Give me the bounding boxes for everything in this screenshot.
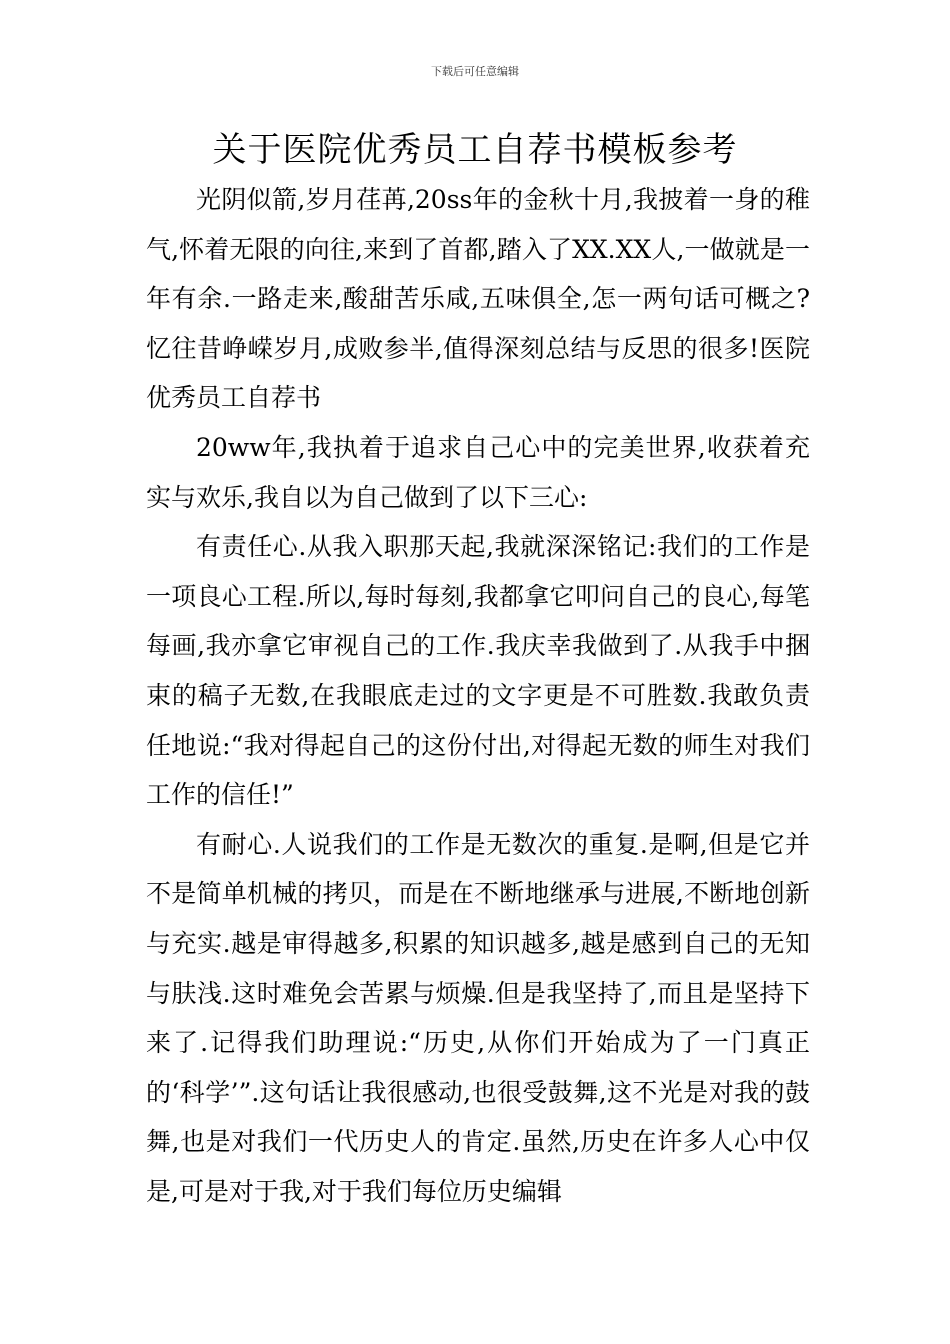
paragraph-2: 20ww年,我执着于追求自己心中的完美世界,收获着充实与欢乐,我自以为自己做到了以下三心: — [146, 432, 810, 512]
paragraph-4: 有耐心.人说我们的工作是无数次的重复.是啊,但是它并不是简单机械的拷贝，而是在不断地继承与进展,不断地创新与充实.越是审得越多,积累的知识越多,越是感到自己的无知与肤浅.这时难免会苦累与烦燥.但是我坚持了,而且是坚持下来了.记得我们助理说:“历史,从你们开始成为了一门真正的‘科学’”.这句话让我很感动,也很受鼓舞,这不光是对我的鼓舞,也是对我们一代历史人的肯定.虽然,历史在许多人心中仅是,可是对于我,对于我们每位历史编辑 — [146, 829, 810, 1206]
document-title: 关于医院优秀员工自荐书模板参考 — [212, 130, 738, 170]
paragraph-3: 有责任心.从我入职那天起,我就深深铭记:我们的工作是一项良心工程.所以,每时每刻,我都拿它叩问自己的良心,每笔每画,我亦拿它审视自己的工作.我庆幸我做到了.从我手中捆束的稿子无数,在我眼底走过的文字更是不可胜数.我敢负责任地说:“我对得起自己的这份付出,对得起无数的师生对我们工作的信任!” — [146, 532, 810, 810]
header-note: 下载后可任意编辑 — [431, 65, 519, 78]
paragraph-1: 光阴似箭,岁月荏苒,20ss年的金秋十月,我披着一身的稚气,怀着无限的向往,来到了首都,踏入了XX.XX人,一做就是一年有余.一路走来,酸甜苦乐咸,五味俱全,怎一两句话可概之?忆往昔峥嵘岁月,成败参半,值得深刻总结与反思的很多!医院优秀员工自荐书 — [146, 185, 810, 413]
document-body — [146, 175, 810, 1216]
